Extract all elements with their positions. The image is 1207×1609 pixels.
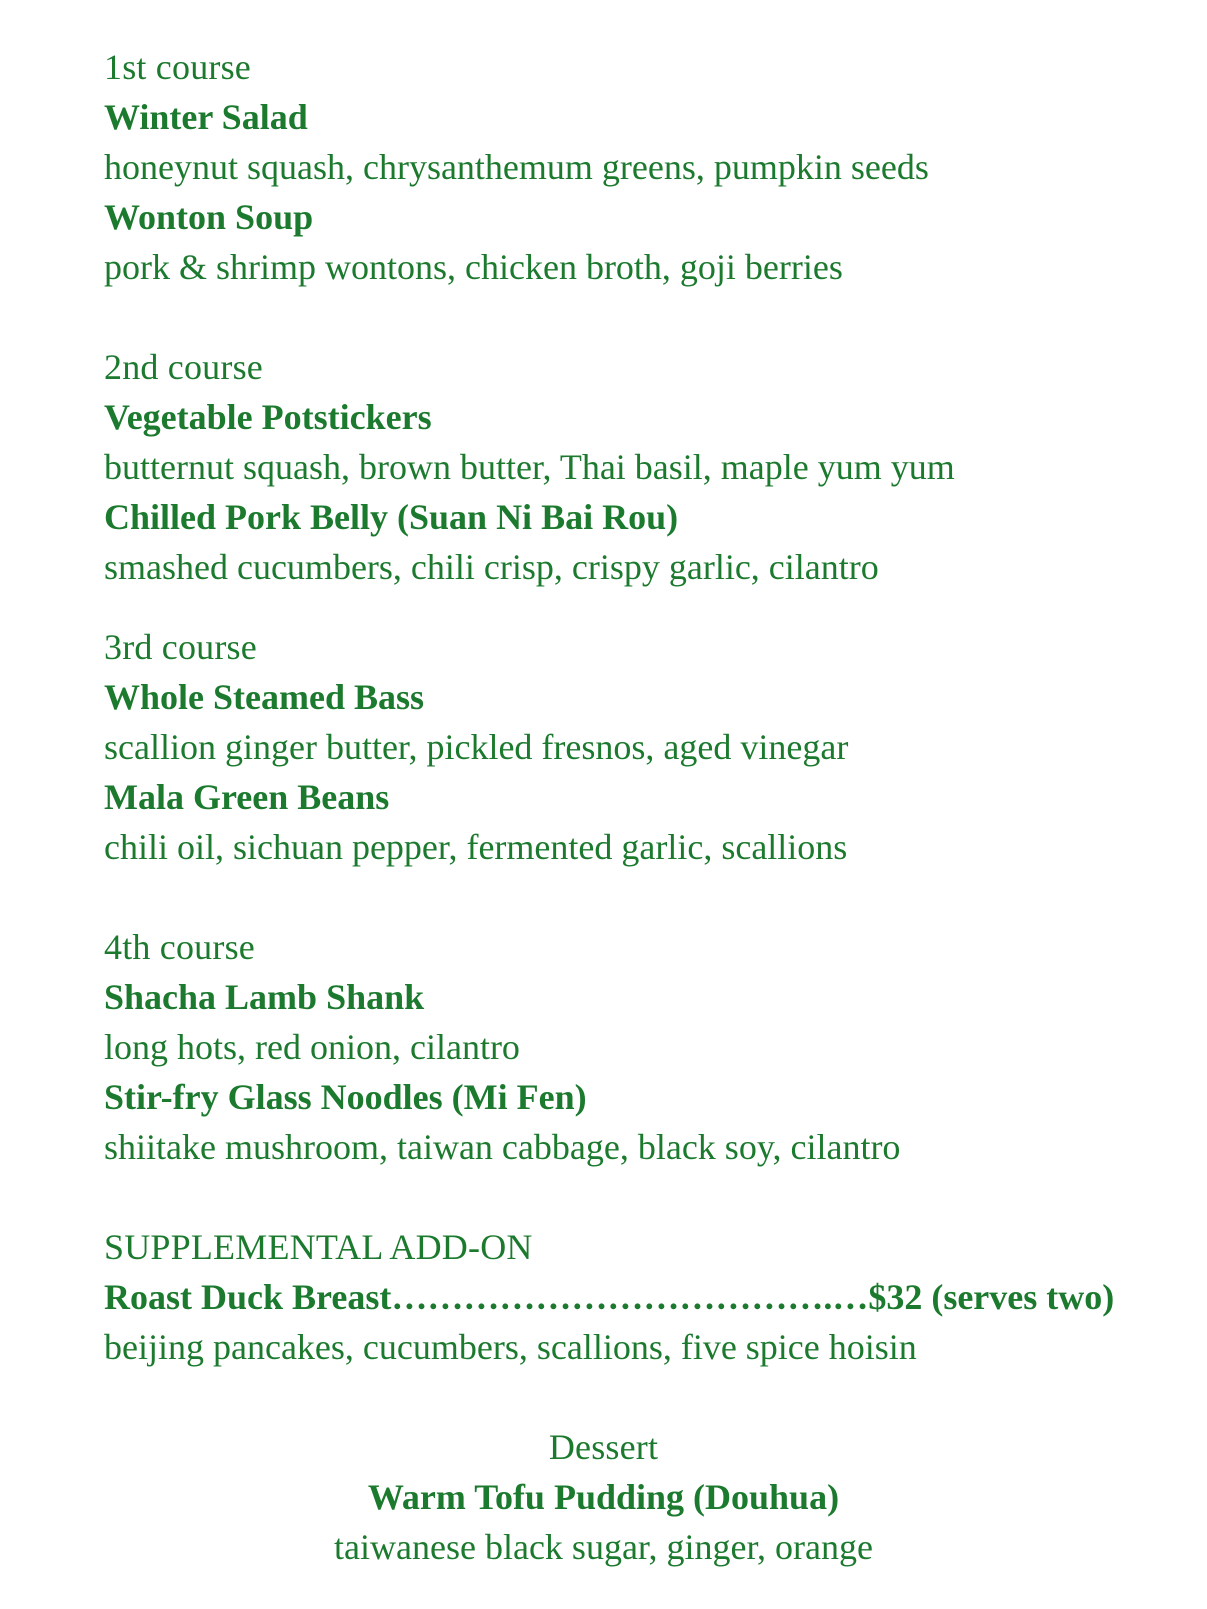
dessert-label: Dessert — [548, 1427, 659, 1467]
dish-name-shacha-lamb-shank: Shacha Lamb Shank — [104, 977, 425, 1017]
supplemental-description: beijing pancakes, cucumbers, scallions, five spice hoisin — [104, 1327, 917, 1367]
dish-name-winter-salad: Winter Salad — [104, 97, 308, 137]
dish-name-vegetable-potstickers: Vegetable Potstickers — [104, 397, 432, 437]
supplemental-dish-price-line: Roast Duck Breast……………………………….…$32 (serves two) — [104, 1277, 1115, 1317]
dish-name-mala-green-beans: Mala Green Beans — [104, 777, 390, 817]
course-label-2: 2nd course — [104, 347, 263, 387]
dish-description-mala-green-beans: chili oil, sichuan pepper, fermented garlic, scallions — [104, 827, 848, 867]
dish-description-stir-fry-glass-noodles: shiitake mushroom, taiwan cabbage, black soy, cilantro — [104, 1127, 901, 1167]
dish-name-stir-fry-glass-noodles: Stir-fry Glass Noodles (Mi Fen) — [104, 1077, 587, 1117]
dessert-name: Warm Tofu Pudding (Douhua) — [367, 1477, 840, 1517]
dish-description-winter-salad: honeynut squash, chrysanthemum greens, pumpkin seeds — [104, 147, 929, 187]
course-label-4: 4th course — [104, 927, 255, 967]
dish-description-wonton-soup: pork & shrimp wontons, chicken broth, goji berries — [104, 247, 843, 287]
dish-description-whole-steamed-bass: scallion ginger butter, pickled fresnos, aged vinegar — [104, 727, 849, 767]
dish-name-wonton-soup: Wonton Soup — [104, 197, 314, 237]
dish-name-chilled-pork-belly: Chilled Pork Belly (Suan Ni Bai Rou) — [104, 497, 679, 537]
course-label-3: 3rd course — [104, 627, 257, 667]
dish-description-vegetable-potstickers: butternut squash, brown butter, Thai basil, maple yum yum — [104, 447, 955, 487]
dish-name-whole-steamed-bass: Whole Steamed Bass — [104, 677, 425, 717]
dessert-description: taiwanese black sugar, ginger, orange — [334, 1527, 873, 1567]
course-label-1: 1st course — [104, 47, 251, 87]
dish-description-chilled-pork-belly: smashed cucumbers, chili crisp, crispy garlic, cilantro — [104, 547, 879, 587]
dish-description-shacha-lamb-shank: long hots, red onion, cilantro — [104, 1027, 520, 1067]
supplemental-label: SUPPLEMENTAL ADD-ON — [104, 1227, 533, 1267]
